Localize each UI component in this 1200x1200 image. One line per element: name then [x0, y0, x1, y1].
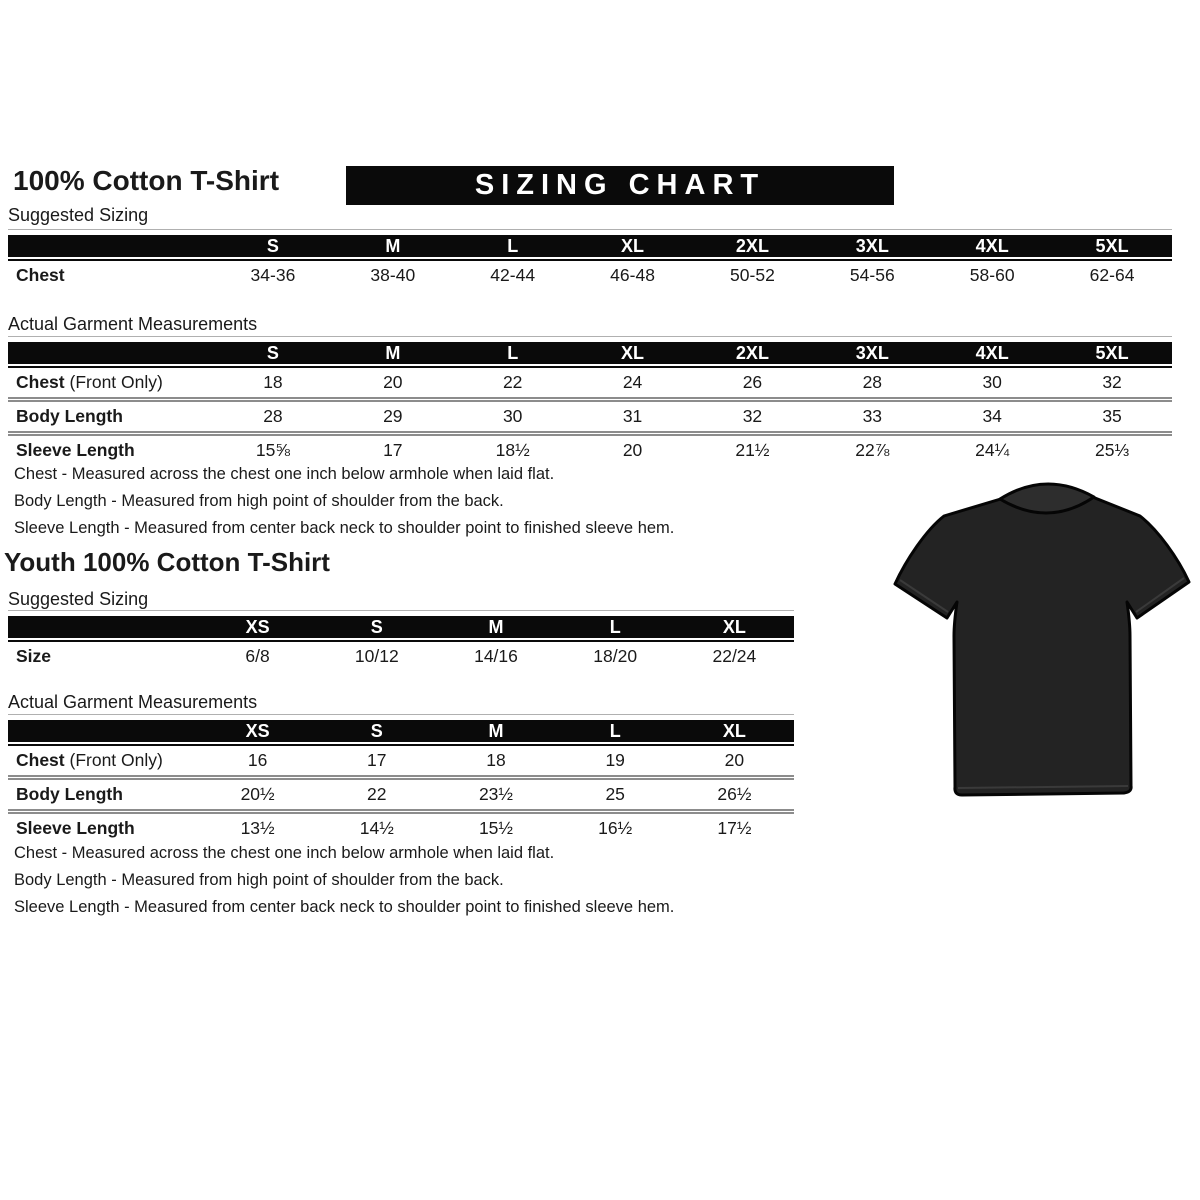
table-cell: 33	[862, 406, 883, 426]
column-header: M	[488, 721, 504, 741]
column-header: 3XL	[855, 236, 889, 256]
column-header: L	[507, 236, 519, 256]
tshirt-image	[886, 474, 1200, 808]
table-cell: 25	[605, 784, 625, 804]
table-cell: 22/24	[712, 646, 757, 666]
table-cell: 18½	[495, 440, 530, 460]
table-cell: 16	[247, 750, 268, 770]
table-cell: 30	[502, 406, 523, 426]
adult-measurement-notes	[14, 461, 674, 542]
table-cell: 29	[383, 406, 403, 426]
column-header: 4XL	[975, 236, 1009, 256]
table-cell: 20	[383, 372, 403, 392]
column-header: XL	[621, 236, 645, 256]
table-row	[8, 775, 794, 809]
table-cell: 23½	[478, 784, 514, 804]
table-cell: 50-52	[730, 265, 775, 285]
table-cell: 30	[982, 372, 1002, 392]
table-cell: 20	[622, 440, 643, 460]
note-chest: Chest - Measured across the chest one inch below armhole when laid flat.	[14, 465, 555, 483]
adult-suggested-sizing-label: Suggested Sizing	[8, 205, 149, 225]
table-cell: 14½	[359, 818, 394, 838]
table-cell: 15½	[478, 818, 514, 838]
column-header: S	[370, 617, 383, 637]
table-cell: 34-36	[250, 265, 296, 285]
column-header: S	[370, 721, 383, 741]
table-row	[8, 642, 794, 671]
table-cell: 15⅝	[255, 440, 290, 460]
column-header: 2XL	[735, 236, 769, 256]
table-row	[8, 368, 1172, 397]
table-row	[8, 397, 1172, 431]
table-cell: 20	[724, 750, 745, 770]
row-label: Chest	[16, 265, 65, 285]
youth-actual-measurements-table	[8, 714, 794, 843]
table-header-row	[8, 235, 1172, 257]
note-body-length: Body Length - Measured from high point of shoulder from the back.	[14, 492, 504, 510]
row-label: Size	[16, 646, 52, 666]
table-cell: 32	[742, 406, 763, 426]
table-cell: 22	[367, 784, 387, 804]
table-cell: 17	[367, 750, 387, 770]
table-cell: 16½	[598, 818, 633, 838]
row-label: Chest (Front Only)	[16, 750, 163, 770]
column-header: M	[488, 617, 504, 637]
table-cell: 22⅞	[855, 440, 890, 460]
column-header: M	[385, 236, 401, 256]
table-cell: 46-48	[610, 265, 655, 285]
adult-actual-measurements-label: Actual Garment Measurements	[8, 314, 258, 334]
table-cell: 17	[383, 440, 403, 460]
table-cell: 24¼	[975, 440, 1010, 460]
table-row	[8, 261, 1172, 290]
table-cell: 32	[1102, 372, 1122, 392]
table-cell: 42-44	[490, 265, 536, 285]
table-cell: 28	[263, 406, 283, 426]
sizing-chart-banner-label: SIZING CHART	[474, 169, 766, 201]
column-header: S	[266, 343, 279, 363]
column-header: XL	[722, 721, 746, 741]
youth-actual-measurements-label: Actual Garment Measurements	[8, 692, 258, 712]
table-cell: 31	[622, 406, 643, 426]
column-header: 3XL	[855, 343, 889, 363]
column-header: 4XL	[975, 343, 1009, 363]
table-cell: 17½	[717, 818, 752, 838]
column-header: L	[507, 343, 519, 363]
row-label: Sleeve Length	[16, 818, 135, 838]
column-header: S	[266, 236, 279, 256]
sizing-chart-banner	[346, 166, 894, 205]
youth-suggested-sizing-label: Suggested Sizing	[8, 589, 149, 609]
note-body-length: Body Length - Measured from high point of shoulder from the back.	[14, 871, 504, 889]
table-cell: 62-64	[1089, 265, 1135, 285]
row-label: Chest (Front Only)	[16, 372, 163, 392]
table-cell: 21½	[735, 440, 770, 460]
table-header-row	[8, 342, 1172, 364]
column-header: XS	[245, 721, 270, 741]
row-label: Sleeve Length	[16, 440, 135, 460]
table-cell: 38-40	[370, 265, 416, 285]
table-cell: 54-56	[849, 265, 895, 285]
column-header: L	[609, 721, 621, 741]
youth-measurement-notes	[14, 840, 674, 921]
table-cell: 26	[742, 372, 763, 392]
youth-section-title: Youth 100% Cotton T-Shirt	[4, 547, 330, 577]
column-header: M	[385, 343, 401, 363]
table-cell: 25⅓	[1095, 440, 1130, 460]
table-cell: 24	[622, 372, 643, 392]
column-header: XL	[621, 343, 645, 363]
youth-suggested-sizing-table	[8, 610, 794, 671]
table-cell: 10/12	[354, 646, 399, 666]
note-sleeve-length: Sleeve Length - Measured from center back neck to shoulder point to finished sleeve hem.	[14, 898, 675, 916]
table-cell: 18/20	[593, 646, 638, 666]
adult-actual-measurements-table	[8, 336, 1172, 465]
note-sleeve-length: Sleeve Length - Measured from center back neck to shoulder point to finished sleeve hem.	[14, 519, 675, 537]
table-header-row	[8, 720, 794, 742]
table-row	[8, 431, 1172, 465]
table-row	[8, 746, 794, 775]
table-row	[8, 809, 794, 843]
column-header: 5XL	[1095, 343, 1129, 363]
adult-suggested-sizing-table	[8, 229, 1172, 290]
table-cell: 34	[982, 406, 1002, 426]
adult-section-title: 100% Cotton T-Shirt	[13, 165, 280, 196]
table-cell: 6/8	[245, 646, 270, 666]
column-header: XS	[245, 617, 270, 637]
column-header: 2XL	[735, 343, 769, 363]
column-header: L	[609, 617, 621, 637]
column-header: XL	[722, 617, 746, 637]
table-cell: 20½	[240, 784, 275, 804]
table-cell: 26½	[717, 784, 752, 804]
table-cell: 14/16	[474, 646, 518, 666]
row-label: Body Length	[16, 406, 123, 426]
table-cell: 19	[605, 750, 625, 770]
table-cell: 22	[502, 372, 523, 392]
row-label: Body Length	[16, 784, 123, 804]
table-cell: 35	[1102, 406, 1122, 426]
table-cell: 58-60	[969, 265, 1015, 285]
table-cell: 18	[486, 750, 506, 770]
table-cell: 13½	[240, 818, 275, 838]
tshirt-body-shape	[895, 496, 1189, 795]
table-header-row	[8, 616, 794, 638]
table-cell: 18	[263, 372, 283, 392]
column-header: 5XL	[1095, 236, 1129, 256]
note-chest: Chest - Measured across the chest one inch below armhole when laid flat.	[14, 844, 555, 862]
table-cell: 28	[862, 372, 883, 392]
